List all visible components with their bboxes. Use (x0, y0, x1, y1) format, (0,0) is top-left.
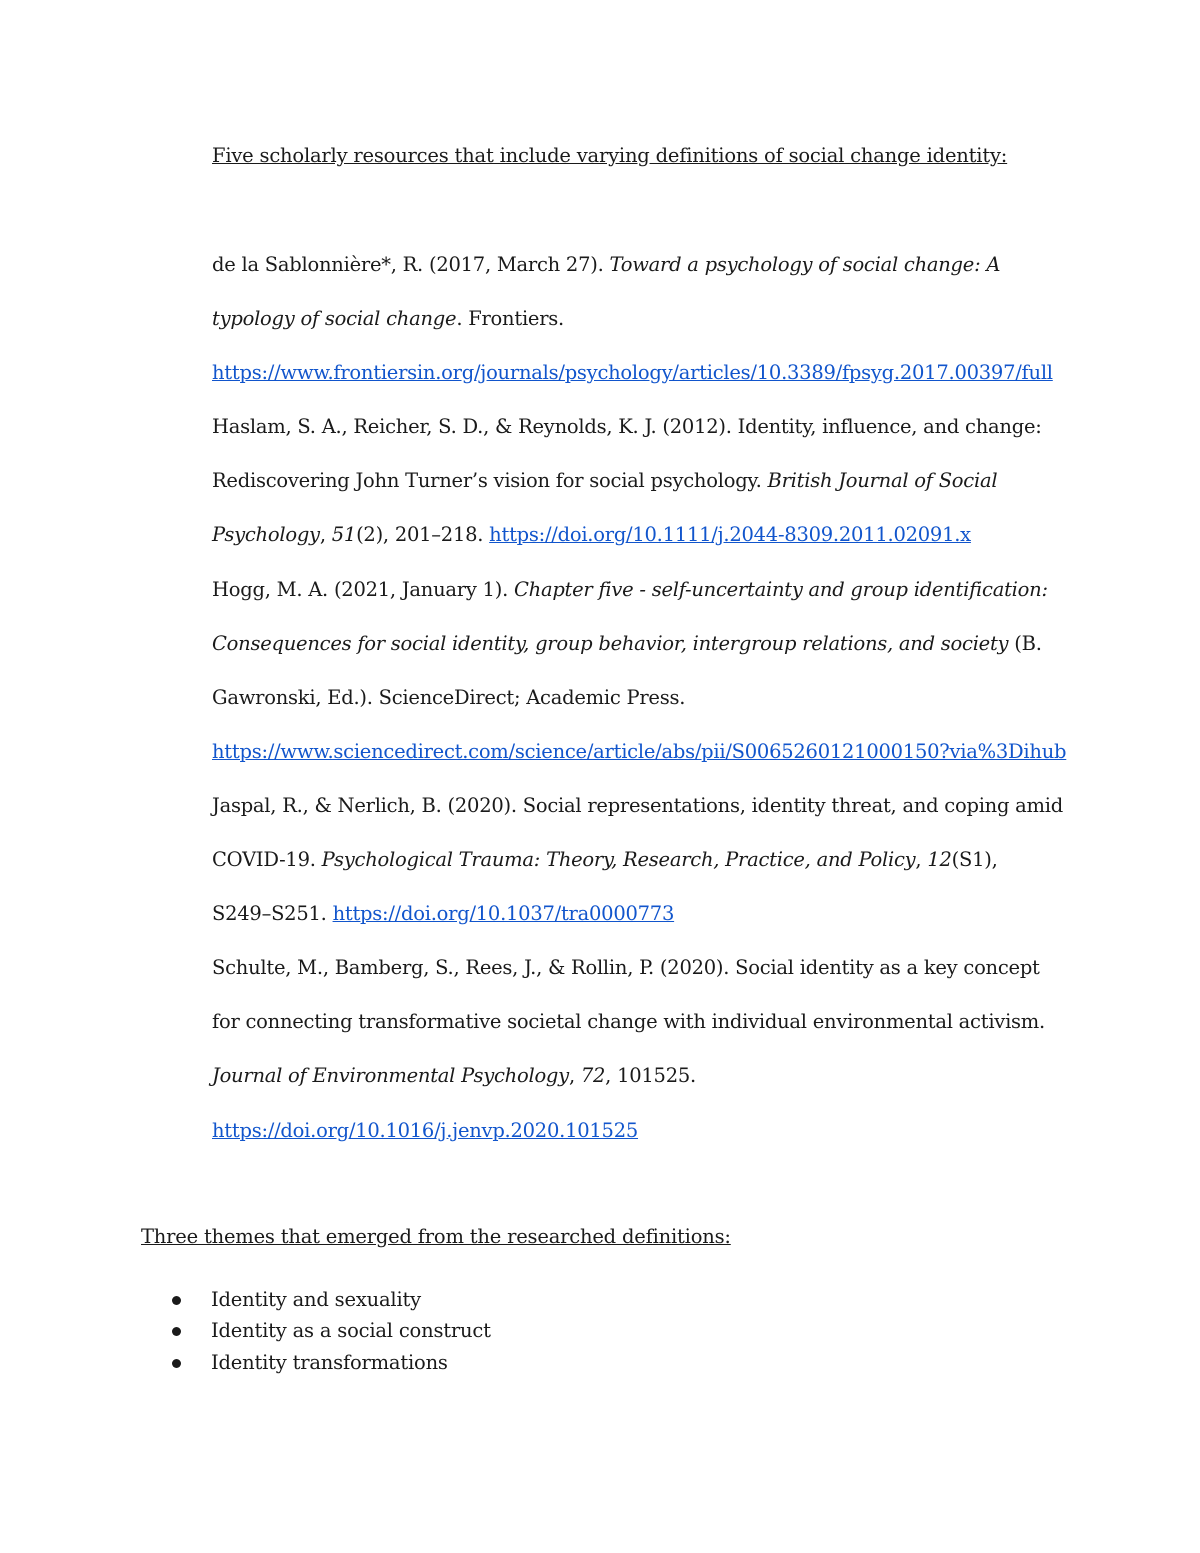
ref3-author: Hogg, M. A. (2021, January 1). (212, 577, 514, 601)
ref4-title: COVID-19. (212, 848, 322, 872)
list-item (168, 1317, 491, 1348)
bullet-icon (172, 1327, 181, 1336)
ref2-journal: British Journal of Social (767, 469, 998, 493)
ref4-volume: 12 (927, 848, 952, 872)
reference-line (212, 304, 1072, 358)
ref3-title-cont: Consequences for social identity, group behavior, intergroup relations, and society (212, 631, 1009, 655)
ref2-title: Rediscovering John Turner’s vision for social psychology. (212, 469, 768, 493)
themes-list (168, 1286, 491, 1380)
ref5-authors: Schulte, M., Bamberg, S., Rees, J., & Rollin, P. (2020). Social identity as a key concept (212, 956, 1040, 980)
ref1-link[interactable]: https://www.frontiersin.org/journals/psychology/articles/10.3389/fpsyg.2017.00397/full (212, 361, 1053, 385)
reference-line (212, 520, 1072, 574)
reference-line (212, 1061, 1072, 1115)
reference-line (212, 953, 1072, 1007)
reference-line (212, 412, 1072, 466)
references-list (212, 250, 1072, 1170)
reference-line (212, 250, 1072, 304)
reference-line (212, 737, 1072, 791)
theme-label: Identity and sexuality (211, 1288, 421, 1311)
reference-line (212, 845, 1072, 899)
ref4-issue: (S1), (951, 848, 998, 872)
reference-line (212, 629, 1072, 683)
ref5-volume: 72 (580, 1064, 606, 1088)
ref4-link[interactable]: https://doi.org/10.1037/tra0000773 (332, 902, 675, 926)
separator: , (915, 848, 928, 872)
bullet-icon (172, 1296, 181, 1305)
ref1-publisher: . Frontiers. (456, 307, 564, 331)
ref4-journal: Psychological Trauma: Theory, Research, Practice, and Policy (321, 848, 916, 872)
reference-line (212, 899, 1072, 953)
ref5-journal: Journal of Environmental Psychology (212, 1064, 569, 1088)
ref2-journal-cont: Psychology (212, 523, 320, 547)
ref3-publisher: Gawronski, Ed.). ScienceDirect; Academic Press. (212, 685, 686, 709)
separator: , (319, 523, 332, 547)
ref3-title: Chapter five - self-uncertainty and group identification: (513, 577, 1048, 601)
ref1-author: de la Sablonnière*, R. (2017, March 27). (212, 253, 610, 276)
ref4-pages: S249–S251. (212, 902, 333, 926)
ref5-link[interactable]: https://doi.org/10.1016/j.jenvp.2020.101525 (212, 1118, 639, 1142)
resources-heading: Five scholarly resources that include varying definitions of social change identity: (212, 144, 1008, 167)
list-item (168, 1286, 491, 1317)
ref4-authors: Jaspal, R., & Nerlich, B. (2020). Social representations, identity threat, and coping amid (212, 793, 1064, 817)
theme-label: Identity transformations (211, 1350, 448, 1374)
ref2-volume: 51 (331, 523, 357, 547)
ref2-pages: (2), 201–218. (356, 523, 490, 547)
reference-line (212, 466, 1072, 520)
ref5-article-number: , 101525. (605, 1064, 696, 1088)
reference-line (212, 575, 1072, 629)
reference-line (212, 358, 1072, 412)
ref5-title: for connecting transformative societal change with individual environmental activism. (212, 1010, 1045, 1034)
ref2-authors: Haslam, S. A., Reicher, S. D., & Reynolds, K. J. (2012). Identity, influence, and change: (212, 415, 1042, 439)
bullet-icon (172, 1359, 181, 1368)
ref3-link[interactable]: https://www.sciencedirect.com/science/article/abs/pii/S0065260121000150?via%3Dihub (212, 739, 1067, 763)
ref3-editor: (B. (1008, 631, 1042, 655)
ref1-title: Toward a psychology of social change: A (609, 253, 1001, 276)
list-item (168, 1349, 491, 1380)
ref1-title-cont: typology of social change (212, 307, 457, 331)
reference-line (212, 683, 1072, 737)
separator: , (568, 1064, 581, 1088)
theme-label: Identity as a social construct (211, 1319, 491, 1343)
reference-line (212, 791, 1072, 845)
ref2-link[interactable]: https://doi.org/10.1111/j.2044-8309.2011.02091.x (489, 523, 971, 547)
themes-heading: Three themes that emerged from the researched definitions: (141, 1225, 731, 1248)
reference-line (212, 1007, 1072, 1061)
reference-line (212, 1116, 1072, 1170)
